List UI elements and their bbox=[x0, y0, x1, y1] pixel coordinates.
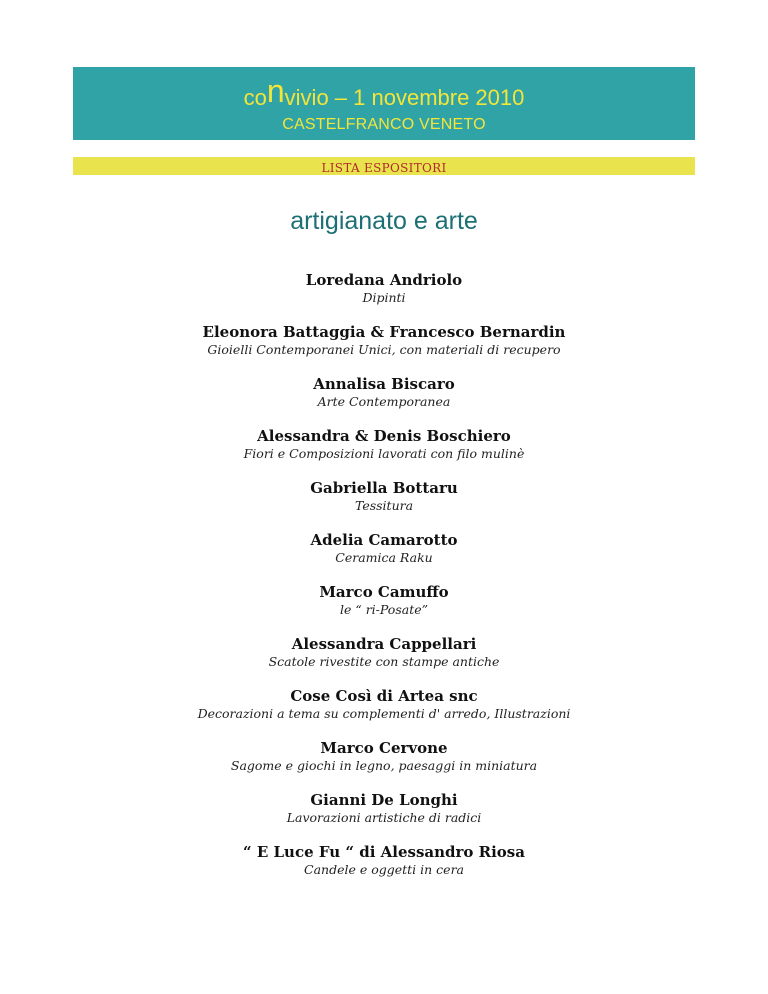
title-rest: vivio – 1 novembre 2010 bbox=[284, 85, 525, 110]
exhibitor-item bbox=[0, 634, 768, 686]
exhibitor-item bbox=[0, 270, 768, 322]
exhibitor-description: Scatole rivestite con stampe antiche bbox=[268, 654, 500, 669]
exhibitor-name: Marco Cervone bbox=[320, 739, 448, 757]
exhibitor-item bbox=[0, 686, 768, 738]
exhibitor-name: Marco Camuffo bbox=[319, 583, 449, 601]
exhibitor-name: Loredana Andriolo bbox=[305, 271, 463, 289]
title-big-letter: n bbox=[266, 73, 285, 109]
exhibitor-item bbox=[0, 478, 768, 530]
exhibitor-item bbox=[0, 530, 768, 582]
exhibitor-description: Gioielli Contemporanei Unici, con materiali di recupero bbox=[207, 342, 561, 357]
event-title bbox=[73, 73, 695, 113]
exhibitor-description: Decorazioni a tema su complementi d' arredo, Illustrazioni bbox=[197, 706, 571, 721]
exhibitor-description: Sagome e giochi in legno, paesaggi in miniatura bbox=[230, 758, 538, 773]
exhibitor-description: le “ ri-Posate” bbox=[339, 602, 429, 617]
exhibitor-item bbox=[0, 842, 768, 894]
exhibitor-name: Alessandra & Denis Boschiero bbox=[257, 427, 511, 445]
event-location: CASTELFRANCO VENETO bbox=[282, 116, 486, 133]
exhibitor-name: Annalisa Biscaro bbox=[313, 375, 455, 393]
list-label: LISTA ESPOSITORI bbox=[321, 161, 447, 175]
exhibitor-name: Gabriella Bottaru bbox=[310, 479, 458, 497]
exhibitor-description: Candele e oggetti in cera bbox=[304, 862, 464, 877]
list-band bbox=[73, 157, 695, 175]
exhibitor-name: Alessandra Cappellari bbox=[291, 635, 477, 653]
section-title: artigianato e arte bbox=[290, 207, 478, 235]
exhibitor-description: Ceramica Raku bbox=[335, 550, 433, 565]
exhibitor-description: Lavorazioni artistiche di radici bbox=[286, 810, 482, 825]
exhibitor-list bbox=[0, 270, 768, 894]
exhibitor-item bbox=[0, 322, 768, 374]
exhibitor-item bbox=[0, 582, 768, 634]
header-band bbox=[73, 67, 695, 140]
exhibitor-name: Adelia Camarotto bbox=[310, 531, 458, 549]
exhibitor-item bbox=[0, 790, 768, 842]
exhibitor-description: Fiori e Composizioni lavorati con filo mulinè bbox=[243, 446, 525, 461]
exhibitor-description: Dipinti bbox=[362, 290, 406, 305]
title-prefix: co bbox=[243, 85, 267, 110]
exhibitor-item bbox=[0, 374, 768, 426]
exhibitor-item bbox=[0, 738, 768, 790]
exhibitor-description: Arte Contemporanea bbox=[317, 394, 451, 409]
exhibitor-name: “ E Luce Fu “ di Alessandro Riosa bbox=[243, 843, 525, 861]
exhibitor-name: Eleonora Battaggia & Francesco Bernardin bbox=[202, 323, 566, 341]
exhibitor-description: Tessitura bbox=[354, 498, 414, 513]
exhibitor-name: Cose Così di Artea snc bbox=[290, 687, 478, 705]
exhibitor-name: Gianni De Longhi bbox=[310, 791, 458, 809]
exhibitor-item bbox=[0, 426, 768, 478]
